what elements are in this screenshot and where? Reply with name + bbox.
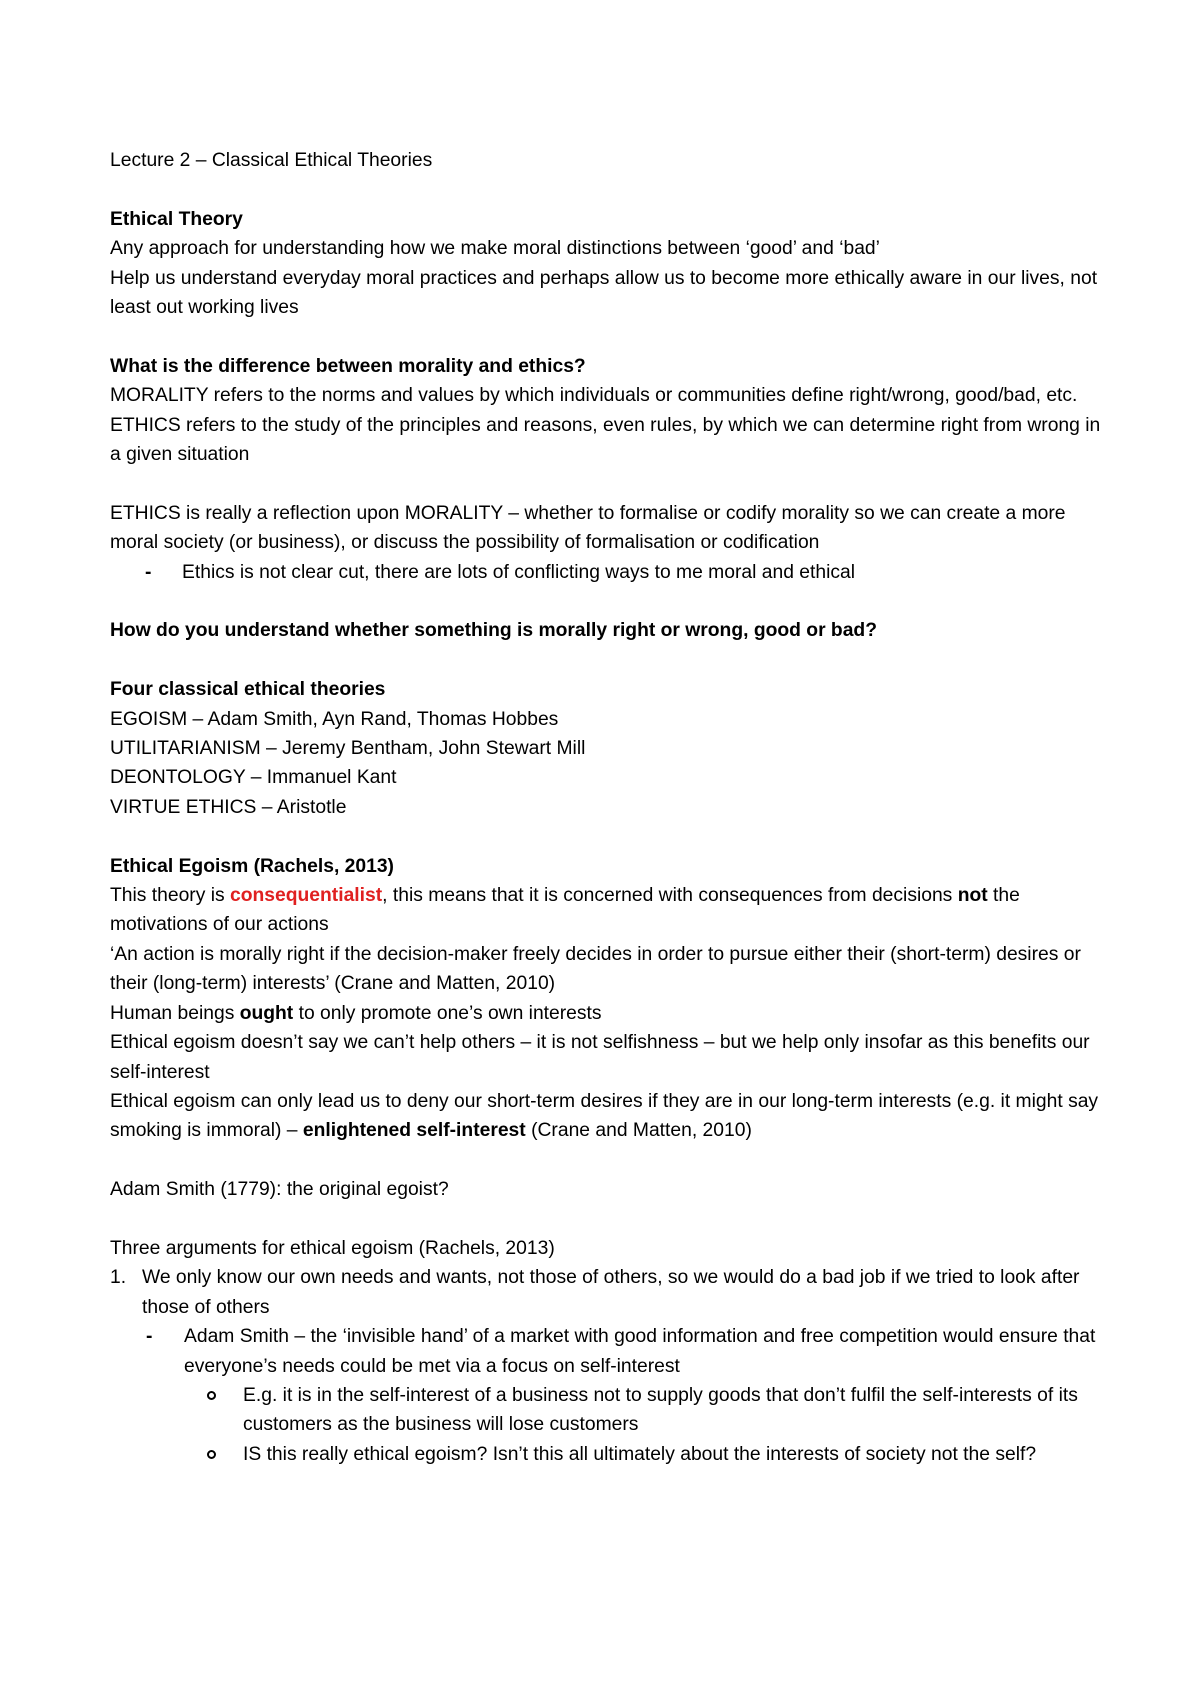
spacer [110, 322, 1110, 351]
argument-subitem-text: Adam Smith – the ‘invisible hand’ of a market with good information and free competition would ensure that everyone’s needs could be met via a focus on self-interest [184, 1326, 1096, 1377]
dash-marker: - [145, 561, 152, 583]
number-marker: 1. [110, 1267, 127, 1289]
page-title: Lecture 2 – Classical Ethical Theories [110, 150, 433, 171]
emphasis-not: not [957, 885, 988, 907]
egoism-paragraph-4: Ethical egoism doesn’t say we can’t help others – it is not selfishness – but we help only insofar as this benefits our self-interest [110, 1032, 1090, 1083]
spacer [110, 1205, 1110, 1234]
four-theories-heading: Four classical ethical theories [110, 679, 386, 701]
circle-bullet-icon [207, 1391, 216, 1400]
spacer [110, 175, 1110, 204]
argument-subsubitem-text: IS this really ethical egoism? Isn’t this all ultimately about the interests of society not the self? [243, 1443, 1037, 1465]
argument-item-1-text: We only know our own needs and wants, not those of others, so we would do a bad job if we tried to look after those of others [142, 1267, 1080, 1318]
egoism-heading: Ethical Egoism (Rachels, 2013) [110, 855, 394, 877]
spacer [110, 587, 1110, 616]
arguments-heading: Three arguments for ethical egoism (Rachels, 2013) [110, 1237, 555, 1259]
morality-definition: MORALITY refers to the norms and values by which individuals or communities define right/wrong, good/bad, etc. [110, 385, 1078, 407]
spacer [110, 822, 1110, 851]
spacer [110, 1146, 1110, 1175]
document-page [110, 146, 1110, 1469]
reflection-bullet-text: Ethics is not clear cut, there are lots of conflicting ways to me moral and ethical [182, 561, 856, 583]
theory-item: UTILITARIANISM – Jeremy Bentham, John Stewart Mill [110, 738, 586, 760]
theory-item: VIRTUE ETHICS – Aristotle [110, 796, 347, 818]
text-run: , this means that it is concerned with consequences from decisions [382, 885, 958, 907]
theory-item: EGOISM – Adam Smith, Ayn Rand, Thomas Hobbes [110, 708, 559, 730]
consequentialist-highlight: consequentialist [230, 885, 383, 907]
emphasis-enlightened: enlightened self-interest [302, 1120, 526, 1142]
spacer [110, 469, 1110, 498]
egoism-paragraph-3 [110, 999, 1110, 1028]
ethical-theory-line2: Help us understand everyday moral practices and perhaps allow us to become more ethically aware in our lives, not least out working lives [110, 267, 1098, 319]
text-run: Ethical egoism can only lead us to deny our short-term desires if they are in our long-term interests (e.g. it might say smoking is immoral) – [110, 1090, 1099, 1142]
text-run: This theory is [110, 885, 231, 907]
theory-item: DEONTOLOGY – Immanuel Kant [110, 767, 397, 789]
egoism-paragraph-5 [110, 1087, 1110, 1146]
argument-subitem [110, 1322, 1110, 1381]
egoism-quote: ‘An action is morally right if the decision-maker freely decides in order to pursue either their (short-term) desires or their (long-term) interests’ (Crane and Matten, 2010) [110, 943, 1081, 995]
dash-marker: - [146, 1326, 153, 1348]
egoism-paragraph-1 [110, 881, 1110, 940]
argument-item-1 [110, 1263, 1110, 1322]
text-run: the motivations of our actions [110, 885, 1020, 936]
ethical-theory-line1: Any approach for understanding how we make moral distinctions between ‘good’ and ‘bad’ [110, 238, 880, 260]
text-run: Human beings [110, 1002, 240, 1024]
circle-bullet-icon [207, 1450, 216, 1459]
argument-subsubitem [110, 1381, 1110, 1440]
argument-subsubitem-text: E.g. it is in the self-interest of a business not to supply goods that don’t fulfil the self-interests of its customers as the business will lose customers [243, 1384, 1078, 1436]
adam-smith-line: Adam Smith (1779): the original egoist? [110, 1179, 449, 1201]
text-run: to only promote one’s own interests [293, 1002, 602, 1024]
reflection-bullet [110, 558, 1110, 587]
argument-subsubitem [110, 1440, 1110, 1469]
reflection-paragraph: ETHICS is really a reflection upon MORALITY – whether to formalise or codify morality so we can create a more moral society (or business), or discuss the possibility of formalisation or codification [110, 502, 1066, 554]
ethical-theory-heading: Ethical Theory [110, 208, 243, 230]
emphasis-ought: ought [239, 1002, 294, 1024]
difference-heading: What is the difference between morality and ethics? [110, 355, 586, 377]
question-heading: How do you understand whether something is morally right or wrong, good or bad? [110, 620, 877, 642]
text-run: (Crane and Matten, 2010) [525, 1120, 752, 1142]
spacer [110, 646, 1110, 675]
ethics-definition: ETHICS refers to the study of the principles and reasons, even rules, by which we can determine right from wrong in a given situation [110, 414, 1101, 466]
